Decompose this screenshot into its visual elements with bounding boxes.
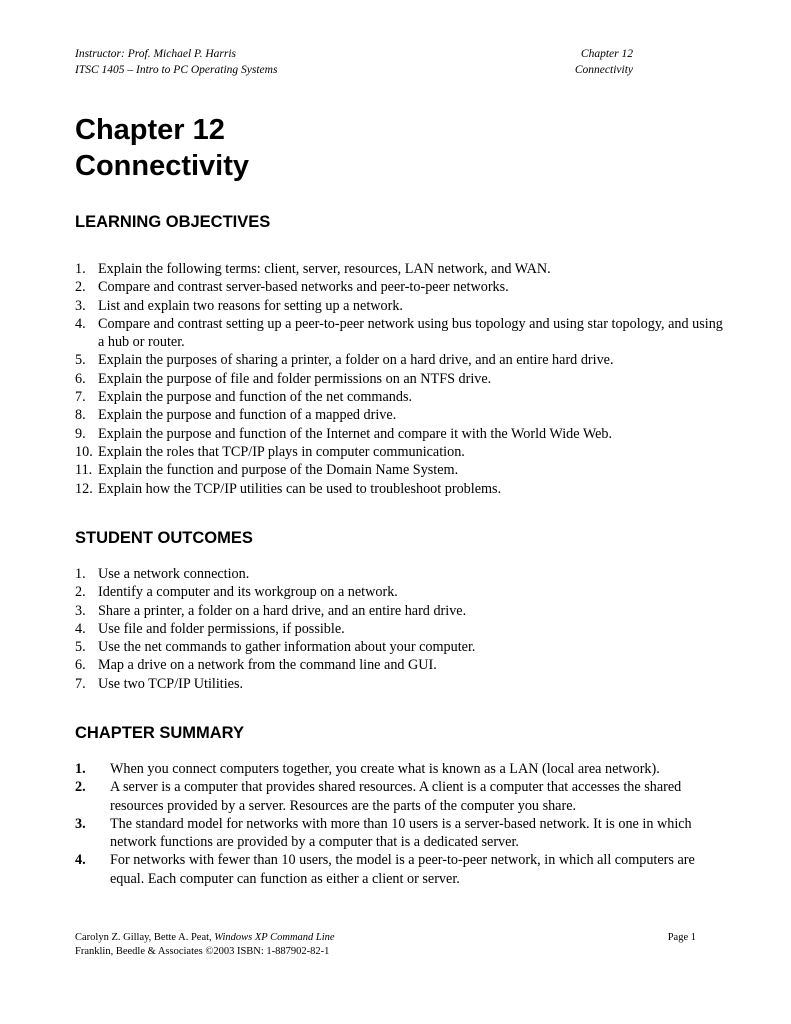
item-text: Explain how the TCP/IP utilities can be used to troubleshoot problems. [98, 480, 502, 497]
item-text: Use the net commands to gather information about your computer. [98, 639, 476, 656]
item-number: 2. [75, 584, 86, 601]
footer-citation [75, 931, 335, 959]
item-number: 1. [75, 261, 86, 277]
list-item [75, 315, 725, 352]
item-number: 7. [75, 675, 86, 692]
list-item [75, 351, 725, 369]
footer-authors-line [75, 931, 335, 945]
item-number: 8. [75, 407, 86, 424]
item-text: Explain the purpose and function of the net commands. [98, 389, 413, 406]
item-number: 3. [75, 297, 86, 314]
list-item [75, 815, 725, 852]
list-item [75, 370, 725, 388]
list-item [75, 565, 725, 583]
page-number: Page 1 [667, 932, 696, 943]
item-text: Use file and folder permissions, if possible. [98, 620, 345, 637]
item-text: Use a network connection. [98, 566, 250, 582]
item-text: A server is a computer that provides shared resources. A client is a computer that accesses the shared resources provided by a server. Resources are the parts of the computer you share. [110, 779, 682, 814]
running-header-left [75, 46, 277, 78]
list-item [75, 760, 725, 778]
item-text: Use two TCP/IP Utilities. [98, 675, 244, 692]
item-text: Compare and contrast server-based networks and peer-to-peer networks. [98, 279, 509, 296]
list-item [75, 425, 725, 443]
item-text: The standard model for networks with more than 10 users is a server-based network. It is one in which network functions are provided by a computer that is a dedicated server. [110, 815, 692, 851]
item-text: Explain the roles that TCP/IP plays in computer communication. [98, 443, 465, 460]
list-item [75, 443, 725, 461]
item-number: 5. [75, 639, 86, 656]
item-text: List and explain two reasons for setting up a network. [98, 297, 403, 314]
item-number: 4. [75, 620, 86, 637]
item-text: For networks with fewer than 10 users, the model is a peer-to-peer network, in which all computers are equal. Each computer can function as either a client or server. [110, 852, 695, 887]
list-item [75, 851, 725, 888]
item-text: Compare and contrast setting up a peer-to-peer network using bus topology and using star topology, and using a hub or router. [98, 315, 723, 351]
item-number: 3. [75, 815, 86, 832]
item-number: 1. [75, 566, 86, 582]
item-text: Identify a computer and its workgroup on a network. [98, 584, 398, 601]
chapter-line: Chapter 12 [580, 48, 633, 60]
list-item [75, 620, 725, 638]
list-item [75, 461, 725, 479]
chapter-summary-heading: CHAPTER SUMMARY [75, 724, 244, 742]
item-text: Share a printer, a folder on a hard drive, and an entire hard drive. [98, 602, 467, 619]
item-number: 2. [75, 279, 86, 296]
list-item [75, 480, 725, 498]
topic-line: Connectivity [574, 64, 633, 76]
item-number: 7. [75, 389, 86, 406]
item-text: Explain the purposes of sharing a printer, a folder on a hard drive, and an entire hard drive. [98, 352, 614, 369]
item-text: Explain the purpose and function of a mapped drive. [98, 407, 397, 424]
list-item [75, 602, 725, 620]
footer-authors: Carolyn Z. Gillay, Bette A. Peat, [75, 932, 215, 943]
item-number: 11. [75, 462, 93, 479]
list-item [75, 388, 725, 406]
footer-publisher: Franklin, Beedle & Associates ©2003 ISBN: 1-887902-82-1 [75, 946, 330, 957]
title-line-1: Chapter 12 [75, 114, 225, 146]
footer-book-title: Windows XP Command Line [214, 932, 335, 943]
list-item [75, 406, 725, 424]
learning-objectives-heading: LEARNING OBJECTIVES [75, 213, 271, 231]
item-number: 10. [75, 443, 93, 460]
list-item [75, 778, 725, 815]
student-outcomes-list [75, 565, 725, 693]
chapter-summary-list [75, 760, 725, 888]
item-text: When you connect computers together, you create what is known as a LAN (local area network). [110, 761, 660, 777]
item-number: 1. [75, 761, 86, 777]
item-number: 6. [75, 657, 86, 674]
list-item [75, 260, 725, 278]
item-text: Explain the function and purpose of the Domain Name System. [98, 462, 459, 479]
item-number: 12. [75, 480, 93, 497]
learning-objectives-list [75, 260, 725, 498]
list-item [75, 278, 725, 296]
item-number: 3. [75, 602, 86, 619]
list-item [75, 297, 725, 315]
list-item [75, 638, 725, 656]
item-number: 4. [75, 852, 86, 869]
running-header-right [575, 46, 633, 78]
item-number: 6. [75, 370, 86, 387]
course-line: ITSC 1405 – Intro to PC Operating Systems [75, 64, 278, 76]
item-text: Explain the following terms: client, server, resources, LAN network, and WAN. [98, 261, 551, 277]
item-text: Explain the purpose of file and folder permissions on an NTFS drive. [98, 370, 492, 387]
item-text: Explain the purpose and function of the Internet and compare it with the World Wide Web. [98, 425, 613, 442]
item-number: 4. [75, 315, 86, 332]
list-item [75, 656, 725, 674]
item-number: 9. [75, 425, 86, 442]
list-item [75, 675, 725, 693]
student-outcomes-heading: STUDENT OUTCOMES [75, 529, 253, 547]
item-text: Map a drive on a network from the command line and GUI. [98, 657, 437, 674]
item-number: 5. [75, 352, 86, 369]
item-number: 2. [75, 779, 86, 796]
title-line-2: Connectivity [75, 150, 250, 182]
instructor-line: Instructor: Prof. Michael P. Harris [75, 48, 236, 60]
list-item [75, 583, 725, 601]
page-title [75, 112, 249, 184]
